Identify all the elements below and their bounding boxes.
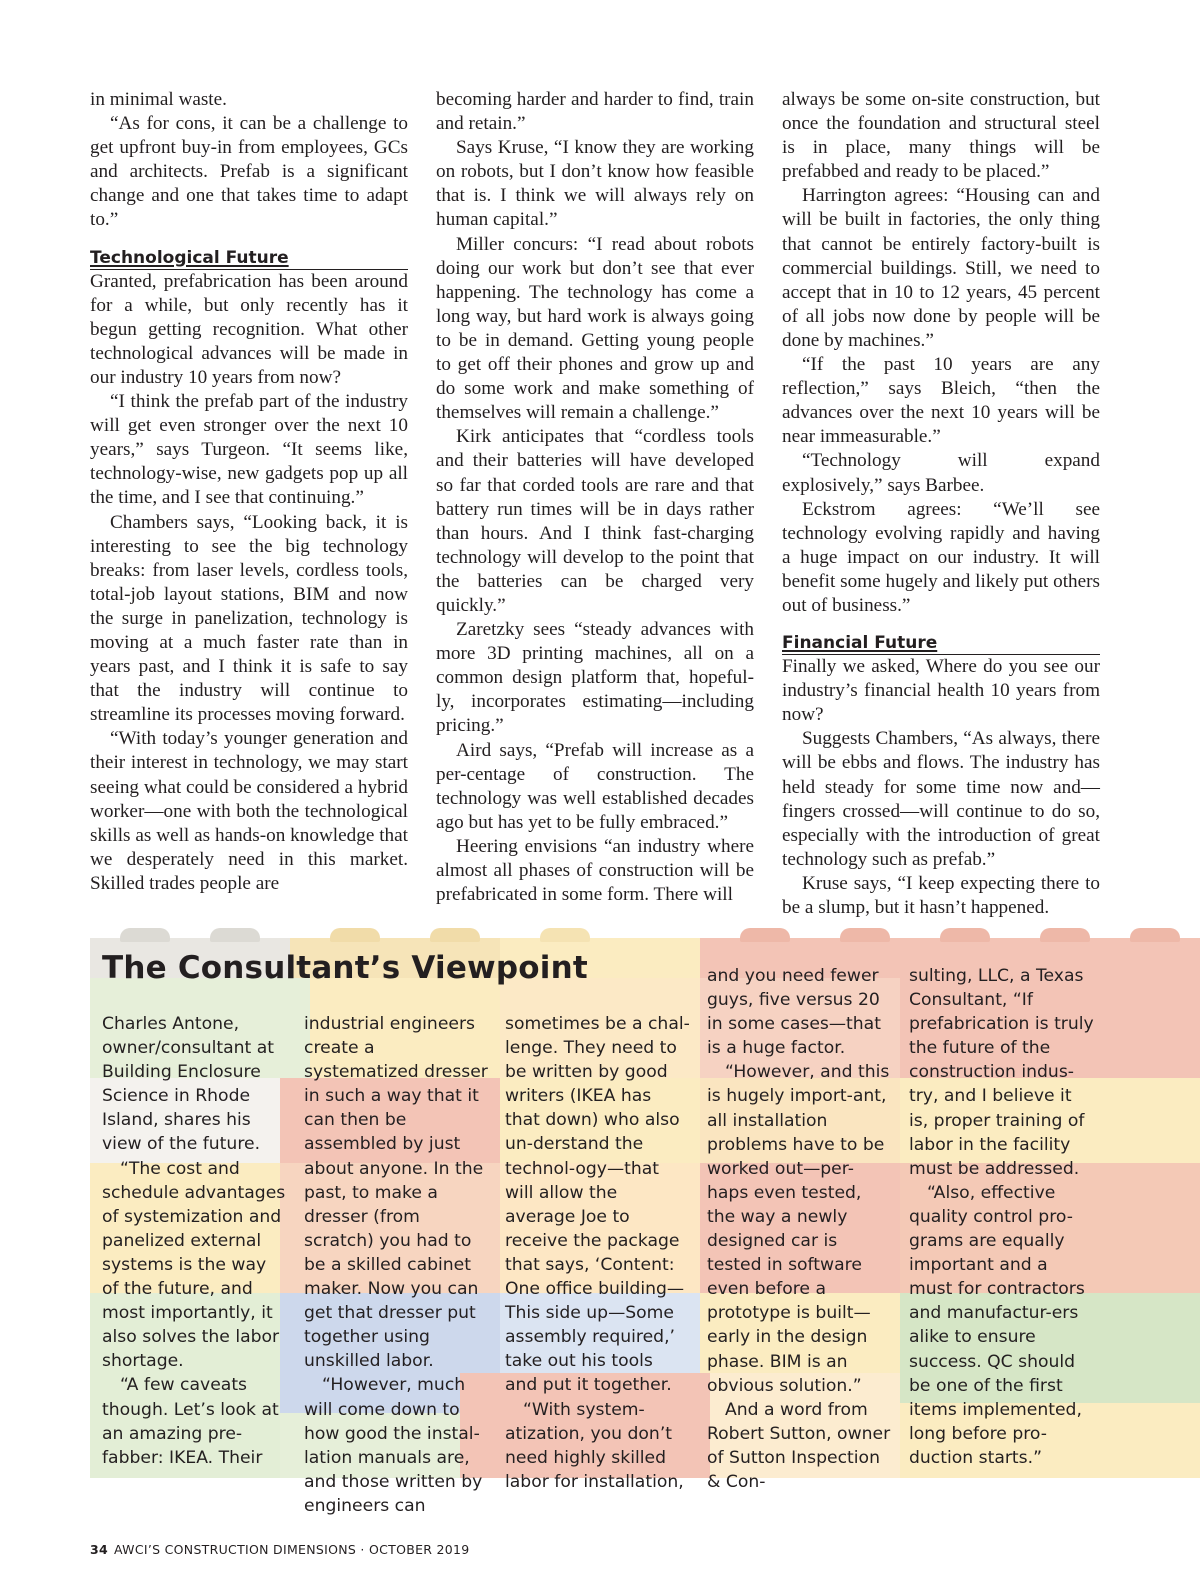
sidebar-paragraph: “Also, effective quality control pro-grams are equally important and a must for contractors and manufactur-ers alike to ensure success. QC should be one of the first items implemented, long before pro-duction starts.” <box>909 1182 1085 1468</box>
article-column-1 <box>90 88 408 896</box>
paragraph: becoming harder and harder to find, train and retain.” <box>436 89 754 135</box>
section-heading: Technological Future <box>90 247 408 270</box>
paragraph: Zaretzky sees “steady advances with more 3D printing machines, all on a common design platform that, hopeful-ly, incorporates estimating—including pricing.” <box>436 619 754 737</box>
sidebar-paragraph: sulting, LLC, a Texas Consultant, “If prefabrication is truly the future of the construction indus-try, and I believe it is, proper training of labor in the facility must be addressed. <box>909 966 1094 1179</box>
paragraph: Finally we asked, Where do you see our industry’s financial health 10 years from now? <box>782 656 1100 726</box>
section-heading: Financial Future <box>782 632 1100 655</box>
paragraph: “Technology will expand explosively,” says Barbee. <box>782 450 1100 496</box>
sidebar-column-5 <box>909 964 1094 1470</box>
paragraph: in minimal waste. <box>90 89 227 110</box>
brick-stud <box>840 928 890 942</box>
brick-stud <box>1130 928 1180 942</box>
sidebar-paragraph: “A few caveats though. Let’s look at an amazing pre-fabber: IKEA. Their <box>102 1375 279 1468</box>
paragraph: “With today’s younger generation and their interest in technology, we may start seeing what could be considered a hybrid worker—one with both the technological skills as well as hands-on knowledge that we desperately need in this market. Skilled trades people are <box>90 728 408 894</box>
paragraph: Kirk anticipates that “cordless tools and their batteries will have developed so far that corded tools are rare and that battery run times will be in days rather than hours. And I think fast-charging technology will develop to the point that the batteries can be charged very quickly.” <box>436 426 754 616</box>
paragraph: Suggests Chambers, “As always, there will be ebbs and flows. The industry has held steady for some time now and—fingers crossed—will continue to do so, especially with the introduction of great technology such as prefab.” <box>782 728 1100 870</box>
page-number: 34 <box>90 1542 108 1557</box>
article-column-3 <box>782 88 1100 920</box>
sidebar-column-2 <box>304 1012 489 1518</box>
sidebar-paragraph: “However, and this is hugely import-ant, all installation problems have to be worked out—per-haps even tested, the way a newly designed car is tested in software even before a prototype is built—early in the design phase. BIM is an obvious solution.” <box>707 1062 890 1396</box>
sidebar-column-4 <box>707 964 892 1494</box>
brick-stud <box>330 928 380 942</box>
paragraph: Aird says, “Prefab will increase as a per-centage of construction. The technology was well established decades ago but has yet to be fully embraced.” <box>436 739 754 833</box>
paragraph: “As for cons, it can be a challenge to get upfront buy-in from employees, GCs and architects. Prefab is a significant change and one that takes time to adapt to.” <box>90 113 408 231</box>
brick-stud <box>430 928 480 942</box>
sidebar-paragraph: And a word from Robert Sutton, owner of Sutton Inspection & Con- <box>707 1399 891 1492</box>
sidebar-paragraph: “The cost and schedule advantages of systemization and panelized external systems is the way of the future, and most importantly, it also solves the labor shortage. <box>102 1158 286 1372</box>
sidebar-paragraph: sometimes be a chal-lenge. They need to be written by good writers (IKEA has that down) who also un-derstand the technol-ogy—that will allow the average Joe to receive the package that says, ‘Content: One office building—This side up—Some assembly required,’ take out his tools and put it together. <box>505 1014 690 1396</box>
sidebar-column-3 <box>505 1012 690 1494</box>
article-column-2 <box>436 88 754 907</box>
paragraph: Eckstrom agrees: “We’ll see technology evolving rapidly and having a huge impact on our industry. It will benefit some hugely and likely put others out of business.” <box>782 498 1100 616</box>
paragraph: “If the past 10 years are any reflection,” says Bleich, “then the advances over the next 10 years will be near immeasurable.” <box>782 354 1100 448</box>
paragraph: Kruse says, “I keep expecting there to be a slump, but it hasn’t happened. <box>782 872 1100 918</box>
sidebar-paragraph: “With system-atization, you don’t need highly skilled labor for installation, <box>505 1399 684 1492</box>
brick-stud <box>1040 928 1090 942</box>
paragraph: Chambers says, “Looking back, it is interesting to see the big technology breaks: from laser levels, cordless tools, total-job layout stations, BIM and now the surge in panelization, technology is moving at a much faster rate than in years past, and I think it is safe to say that the industry will continue to streamline its processes moving forward. <box>90 511 408 726</box>
brick-stud <box>940 928 990 942</box>
sidebar-paragraph: industrial engineers create a systematized dresser in such a way that it can then be assembled by just about anyone. In the past, to make a dresser (from scratch) you had to be a skilled cabinet maker. Now you can get that dresser put together using unskilled labor. <box>304 1014 488 1372</box>
sidebar-paragraph: and you need fewer guys, five versus 20 in some cases—that is a huge factor. <box>707 966 881 1059</box>
paragraph: Says Kruse, “I know they are working on robots, but I don’t know how feasible that is. I think we will always rely on human capital.” <box>436 137 754 231</box>
paragraph: Harrington agrees: “Housing can and will be built in factories, the only thing that cannot be entirely factory-built is commercial buildings. Still, we need to accept that in 10 to 12 years, 45 percent of all jobs now done by people will be done by machines.” <box>782 185 1100 351</box>
brick-stud <box>740 928 790 942</box>
sidebar-paragraph: Charles Antone, owner/consultant at Building Enclosure Science in Rhode Island, shares his view of the future. <box>102 1014 275 1155</box>
paragraph: always be some on-site construction, but once the foundation and structural steel is in place, many things will be prefabbed and ready to be placed.” <box>782 89 1100 183</box>
paragraph: Granted, prefabrication has been around for a while, but only recently has it begun getting recognition. What other technological advances will be made in our industry 10 years from now? <box>90 270 408 388</box>
sidebar-title: The Consultant’s Viewpoint <box>102 950 588 986</box>
brick-stud <box>540 928 590 942</box>
paragraph: “I think the prefab part of the industry will get even stronger over the next 10 years,” says Turgeon. “It seems like, technology-wise, new gadgets pop up all the time, and I see that continuing.” <box>90 391 408 509</box>
paragraph: Miller concurs: “I read about robots doing our work but don’t see that ever happening. The technology has come a long way, but hard work is always going to be in demand. Getting young people to get off their phones and grow up and do some work and make something of themselves will remain a challenge.” <box>436 233 754 424</box>
sidebar-paragraph: “However, much will come down to how good the instal-lation manuals are, and those written by engineers can <box>304 1375 483 1516</box>
consultant-viewpoint-sidebar <box>90 928 1200 1516</box>
publication-line: AWCI’S CONSTRUCTION DIMENSIONS · OCTOBER 2019 <box>114 1542 470 1557</box>
brick-stud <box>120 928 170 942</box>
page-footer <box>90 1542 470 1557</box>
paragraph: Heering envisions “an industry where almost all phases of construction will be prefabricated in some form. There will <box>436 835 754 906</box>
brick-stud <box>210 928 260 942</box>
sidebar-column-1 <box>102 1012 287 1470</box>
